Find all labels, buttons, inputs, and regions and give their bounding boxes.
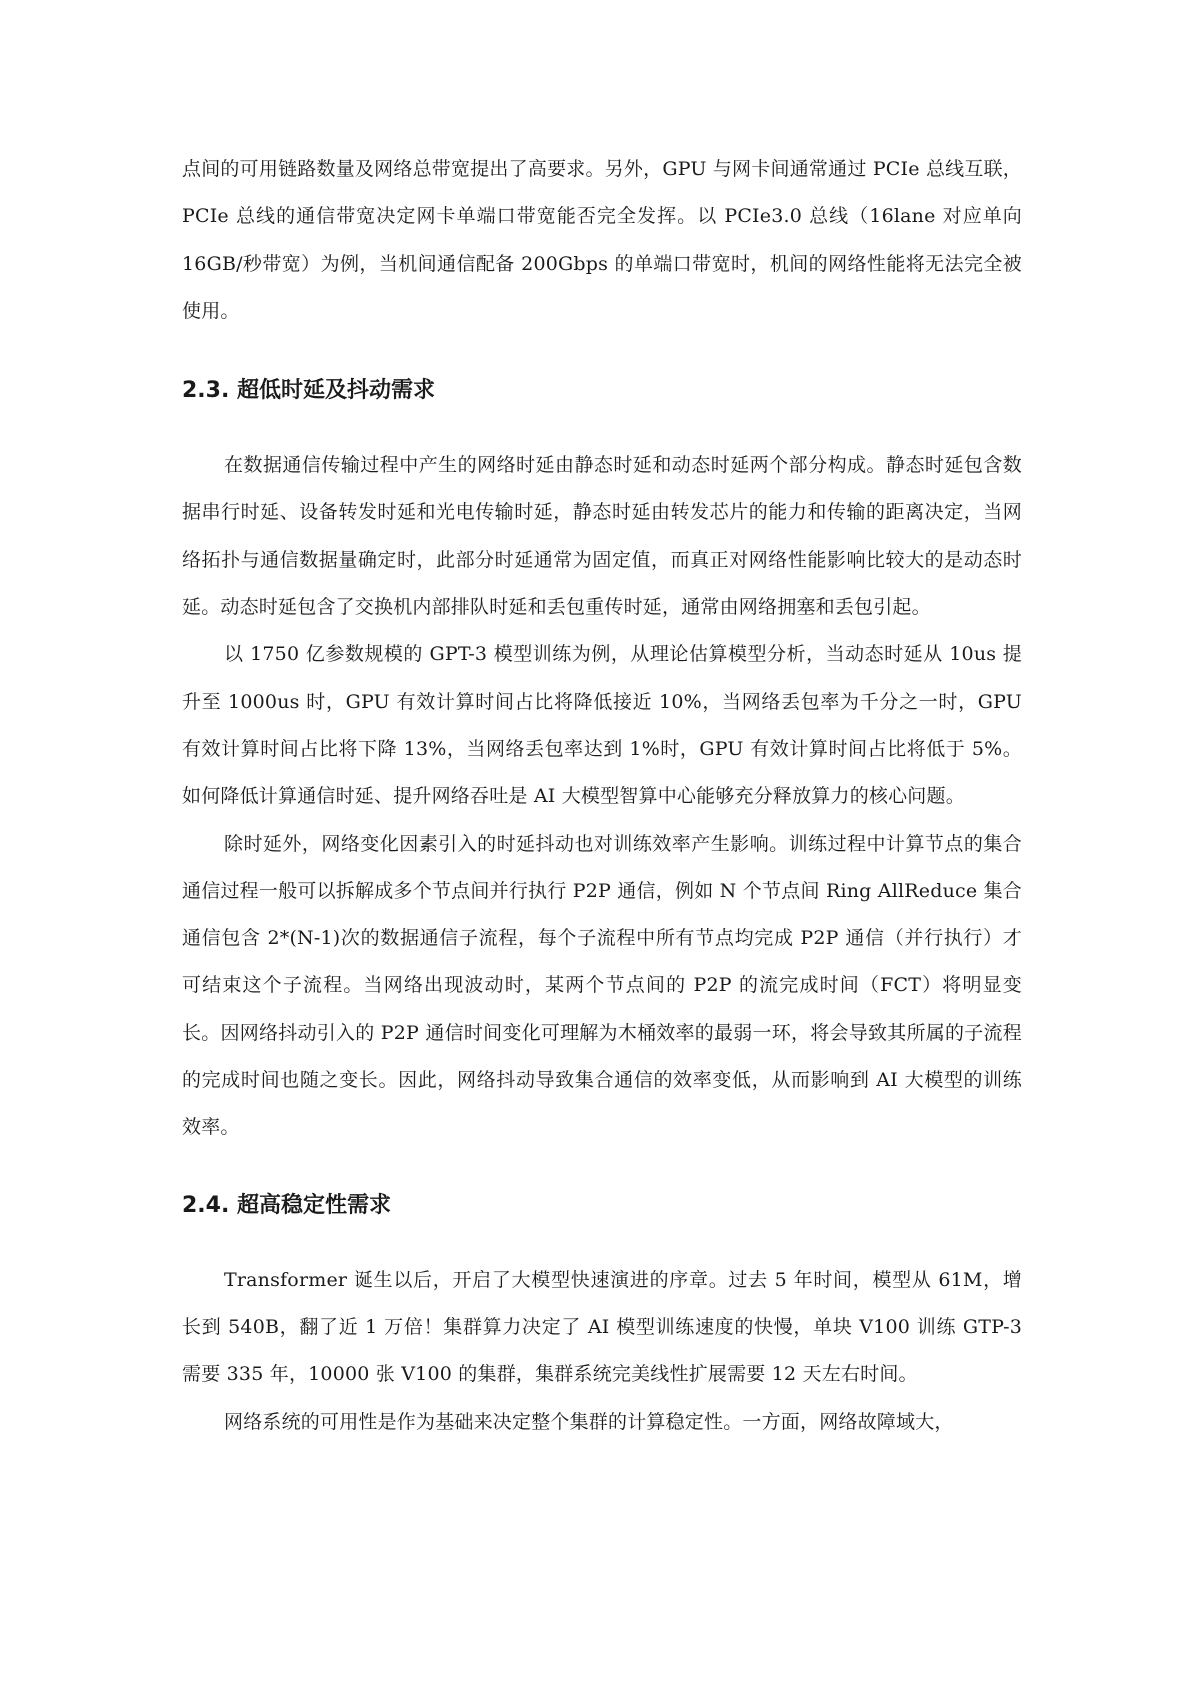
paragraph-2-3-2: 以 1750 亿参数规模的 GPT-3 模型训练为例，从理论估算模型分析，当动态时延从 10us 提升至 1000us 时，GPU 有效计算时间占比将降低接近 10%，当网络丢包率为千分之一时，GPU 有效计算时间占比将下降 13%，当网络丢包率达到 1%时，GPU 有效计算时间占比将低于 5%。如何降低计算通信时延、提升网络吞吐是 AI 大模型智算中心能够充分释放算力的核心问题。: [182, 643, 1022, 808]
page-content: [182, 146, 1022, 1446]
paragraph-2-4-1: Transformer 诞生以后，开启了大模型快速演进的序章。过去 5 年时间，模型从 61M，增长到 540B，翻了近 1 万倍！集群算力决定了 AI 模型训练速度的快慢，单块 V100 训练 GTP-3 需要 335 年，10000 张 V100 的集群，集群系统完美线性扩展需要 12 天左右时间。: [182, 1268, 1022, 1386]
section-heading-2-4: 2.4. 超高稳定性需求: [182, 1192, 391, 1218]
section-heading-2-3: 2.3. 超低时延及抖动需求: [182, 378, 435, 404]
paragraph-2-3-3: 除时延外，网络变化因素引入的时延抖动也对训练效率产生影响。训练过程中计算节点的集合通信过程一般可以拆解成多个节点间并行执行 P2P 通信，例如 N 个节点间 Ring AllReduce 集合通信包含 2*(N-1)次的数据通信子流程，每个子流程中所有节点均完成 P2P 通信（并行执行）才可结束这个子流程。当网络出现波动时，某两个节点间的 P2P 的流完成时间（FCT）将明显变长。因网络抖动引入的 P2P 通信时间变化可理解为木桶效率的最弱一环，将会导致其所属的子流程的完成时间也随之变长。因此，网络抖动导致集合通信的效率变低，从而影响到 AI 大模型的训练效率。: [182, 832, 1022, 1139]
paragraph-2-3-1: 在数据通信传输过程中产生的网络时延由静态时延和动态时延两个部分构成。静态时延包含数据串行时延、设备转发时延和光电传输时延，静态时延由转发芯片的能力和传输的距离决定，当网络拓扑与通信数据量确定时，此部分时延通常为固定值，而真正对网络性能影响比较大的是动态时延。动态时延包含了交换机内部排队时延和丢包重传时延，通常由网络拥塞和丢包引起。: [182, 454, 1022, 619]
paragraph-2-4-2: 网络系统的可用性是作为基础来决定整个集群的计算稳定性。一方面，网络故障域大，: [224, 1410, 954, 1433]
intro-paragraph: 点间的可用链路数量及网络总带宽提出了高要求。另外，GPU 与网卡间通常通过 PCIe 总线互联，PCIe 总线的通信带宽决定网卡单端口带宽能否完全发挥。以 PCIe3.0 总线（16lane 对应单向 16GB/秒带宽）为例，当机间通信配备 200Gbps 的单端口带宽时，机间的网络性能将无法完全被使用。: [182, 158, 1022, 322]
